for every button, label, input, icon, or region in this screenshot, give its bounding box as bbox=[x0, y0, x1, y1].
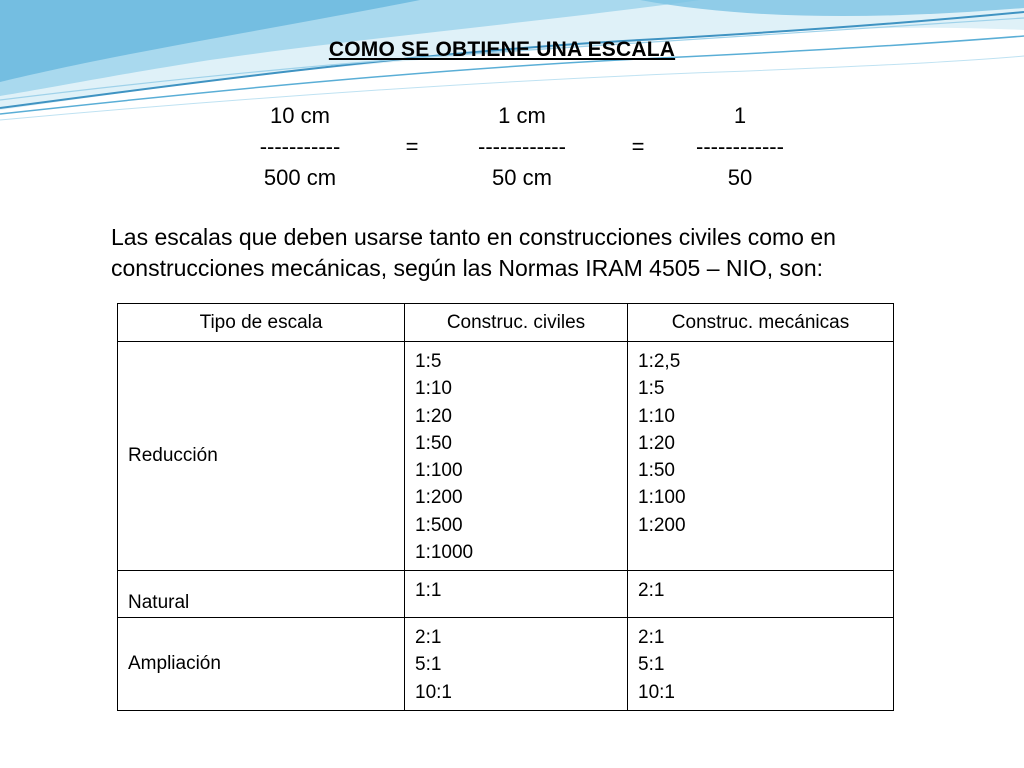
scale-value: 1:1 bbox=[415, 580, 442, 601]
fraction-denominator: 50 bbox=[727, 165, 753, 190]
scale-value: 1:10 bbox=[415, 378, 452, 400]
table-row-natural bbox=[118, 571, 894, 618]
scale-value: 1:50 bbox=[415, 432, 452, 454]
cell-mecanicas bbox=[628, 342, 894, 571]
fraction-numerator: 1 bbox=[733, 103, 747, 128]
cell-type: Ampliación bbox=[118, 618, 405, 711]
table-row-ampliacion bbox=[118, 618, 894, 711]
scale-value: 5:1 bbox=[638, 654, 665, 676]
fraction-2 bbox=[422, 100, 622, 193]
fraction-numerator: 1 cm bbox=[498, 103, 546, 128]
scale-value: 2:1 bbox=[415, 627, 442, 648]
fraction-line: ------------ bbox=[696, 134, 784, 159]
fraction-1 bbox=[200, 100, 400, 193]
page-title: COMO SE OBTIENE UNA ESCALA bbox=[328, 38, 676, 61]
cell-civiles bbox=[405, 571, 628, 618]
scale-value: 2:1 bbox=[638, 580, 665, 601]
header-construc-civiles: Construc. civiles bbox=[405, 304, 628, 342]
cell-civiles bbox=[405, 618, 628, 711]
scale-value: 1:100 bbox=[415, 460, 463, 482]
scale-value: 1:200 bbox=[638, 514, 686, 536]
scale-value: 5:1 bbox=[415, 654, 442, 676]
scale-value: 10:1 bbox=[415, 681, 452, 703]
scale-value: 1:5 bbox=[415, 351, 442, 372]
table-row-reduccion bbox=[118, 342, 894, 571]
scale-value: 1:200 bbox=[415, 487, 463, 509]
scale-value: 1:100 bbox=[638, 487, 686, 509]
scale-value: 1:5 bbox=[638, 378, 665, 400]
fraction-denominator: 500 cm bbox=[263, 165, 337, 190]
table-header-row bbox=[118, 304, 894, 342]
cell-type: Natural bbox=[118, 571, 405, 618]
scale-value: 1:500 bbox=[415, 514, 463, 536]
fraction-line: ----------- bbox=[259, 134, 341, 159]
header-construc-mecanicas: Construc. mecánicas bbox=[628, 304, 894, 342]
fraction-denominator: 50 cm bbox=[492, 165, 552, 190]
fraction-3 bbox=[640, 100, 840, 193]
intro-paragraph: Las escalas que deben usarse tanto en construcciones civiles como en construcciones mecánicas, según las Normas IRAM 4505 – NIO, son: bbox=[111, 224, 836, 281]
equals-sign-1: = bbox=[405, 134, 419, 159]
scale-value: 1:50 bbox=[638, 460, 675, 482]
scale-value: 10:1 bbox=[638, 681, 675, 703]
cell-mecanicas bbox=[628, 571, 894, 618]
fraction-line: ------------ bbox=[478, 134, 566, 159]
fraction-numerator: 10 cm bbox=[270, 103, 330, 128]
scale-value: 1:2,5 bbox=[638, 351, 681, 372]
header-tipo-de-escala: Tipo de escala bbox=[118, 304, 405, 342]
scale-value: 2:1 bbox=[638, 627, 665, 648]
scales-table bbox=[117, 303, 894, 711]
scale-value: 1:20 bbox=[638, 432, 675, 454]
cell-civiles bbox=[405, 342, 628, 571]
scale-value: 1:10 bbox=[638, 405, 675, 427]
cell-type: Reducción bbox=[118, 342, 405, 571]
equals-sign-2: = bbox=[631, 134, 645, 159]
scale-value: 1:20 bbox=[415, 405, 452, 427]
cell-mecanicas bbox=[628, 618, 894, 711]
scale-value: 1:1000 bbox=[415, 542, 474, 564]
